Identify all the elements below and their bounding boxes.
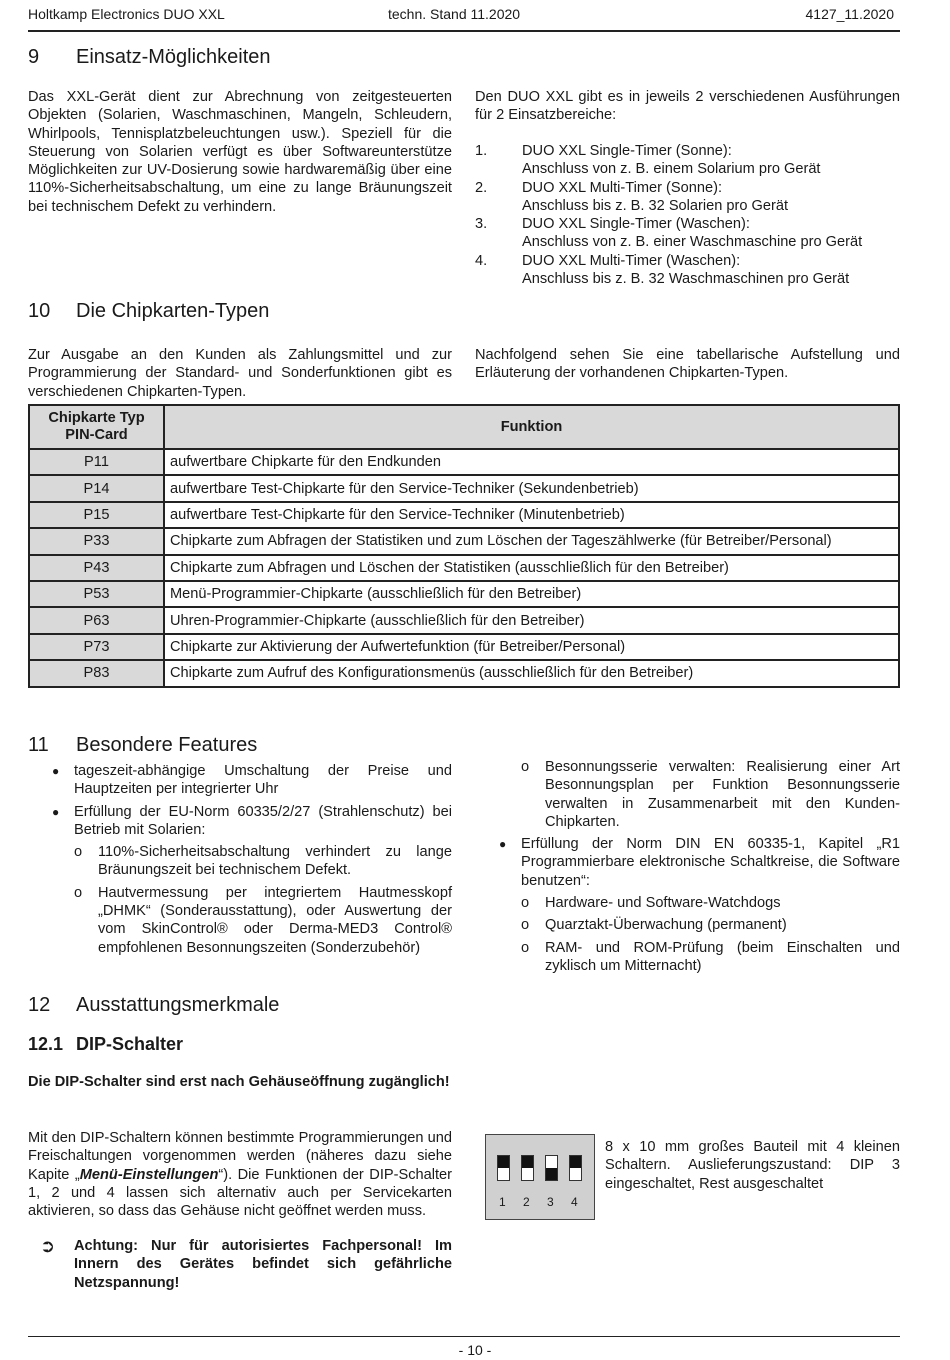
header-rule xyxy=(28,30,900,32)
table-row xyxy=(29,555,899,581)
card-code: P15 xyxy=(29,502,164,528)
section-10-heading: 10 Die Chipkarten-Typen xyxy=(28,300,270,322)
card-code: P73 xyxy=(29,634,164,660)
table-row xyxy=(29,502,899,528)
header-center: techn. Stand 11.2020 xyxy=(388,6,521,22)
table-row xyxy=(29,660,899,686)
card-function: aufwertbare Test-Chipkarte für den Service-Techniker (Sekundenbetrieb) xyxy=(164,475,899,501)
card-code: P43 xyxy=(29,555,164,581)
table-header-row xyxy=(29,405,899,449)
table-row xyxy=(29,528,899,554)
header-left: Holtkamp Electronics DUO XXL xyxy=(28,6,225,22)
dip-description: Mit den DIP-Schaltern können bestimmte Programmierungen und Freischaltungen vorgenommen werden (näheres dazu siehe Kapite „Menü-Einstellungen“). Die Funktionen der DIP-Schalter 1, 2 und 4 lassen sich alternativ auch per Servicekarten aktivieren, so dass das Gehäuse nicht geöffnet werden muss. xyxy=(28,1130,453,1220)
list-item: 4. DUO XXL Multi-Timer (Waschen): Anschluss bis z. B. 32 Waschmaschinen pro Gerät xyxy=(475,252,850,288)
card-function: Uhren-Programmier-Chipkarte (ausschließlich für den Betreiber) xyxy=(164,607,899,633)
card-function: Chipkarte zum Abfragen und Löschen der Statistiken (ausschließlich für den Betreiber) xyxy=(164,555,899,581)
list-item: 3. DUO XXL Single-Timer (Waschen): Anschluss von z. B. einer Waschmaschine pro Gerät xyxy=(475,216,863,251)
card-function: aufwertbare Chipkarte für den Endkunden xyxy=(164,449,899,475)
card-code: P14 xyxy=(29,475,164,501)
card-code: P63 xyxy=(29,607,164,633)
section-9-right-intro: Den DUO XXL gibt es in jeweils 2 verschiedenen Ausführungen für 2 Einsatzbereiche: xyxy=(475,89,900,124)
section-10-left-text: Zur Ausgabe an den Kunden als Zahlungsmittel und zur Programmierung der Standard- und Sonderfunktionen gibt es verschiedenen Chipkarten-Typen. xyxy=(28,347,452,400)
features-list-right xyxy=(475,758,900,979)
list-item: o 110%-Sicherheitsabschaltung verhindert zu lange Bräunungszeit bei technischem Defekt. xyxy=(74,844,452,879)
table-row xyxy=(29,475,899,501)
dip-switch-3 xyxy=(545,1155,558,1181)
table-row xyxy=(29,581,899,607)
card-code: P83 xyxy=(29,660,164,686)
dip-label: 4 xyxy=(571,1195,578,1209)
dip-label: 3 xyxy=(547,1195,554,1209)
features-list-left xyxy=(28,762,452,961)
dip-switch-4 xyxy=(569,1155,582,1181)
list-item: ● Erfüllung der EU-Norm 60335/2/27 (Strahlenschutz) bei Betrieb mit Solarien: xyxy=(52,803,452,838)
card-function: Chipkarte zum Aufruf des Konfigurationsmenüs (ausschließlich für den Betreiber) xyxy=(164,660,899,686)
dip-label: 1 xyxy=(499,1195,506,1209)
access-note: Die DIP-Schalter sind erst nach Gehäuseöffnung zugänglich! xyxy=(28,1074,450,1090)
section-11-heading: 11 Besondere Features xyxy=(28,734,258,756)
col-header-card-type: Chipkarte Typ PIN-Card xyxy=(29,405,164,449)
section-9-heading: 9 Einsatz-Möglichkeiten xyxy=(28,46,271,68)
dip-caption: 8 x 10 mm großes Bauteil mit 4 kleinen Schaltern. Auslieferungszustand: DIP 3 eingeschaltet, Rest ausgeschaltet xyxy=(605,1139,900,1192)
card-function: Chipkarte zur Aktivierung der Aufwertefunktion (für Betreiber/Personal) xyxy=(164,634,899,660)
section-9-left-text: Das XXL-Gerät dient zur Abrechnung von zeitgesteuerten Objekten (Solarien, Waschmaschinen, Mangeln, Schleudern, Whirlpools, Tennisplatzbeleuchtungen usw.). Speziell für die Steuerung von Solarien verfügt es über Softwareunterstütze Möglichkeiten zur UV-Dosierung sowie hardwaremäßig über eine 110%-Sicherheitsabschaltung, um eine zu lange Bräunungszeit bei technischem Defekt zu verhindern. xyxy=(28,89,452,215)
section-10-right-text: Nachfolgend sehen Sie eine tabellarische Aufstellung und Erläuterung der vorhandenen Chipkarten-Typen. xyxy=(475,347,900,382)
card-function: Chipkarte zum Abfragen der Statistiken und zum Löschen der Tageszählwerke (für Betreiber/Personal) xyxy=(164,528,899,554)
dip-switch-1 xyxy=(497,1155,510,1181)
list-item: 1. DUO XXL Single-Timer (Sonne): Anschluss von z. B. einem Solarium pro Gerät xyxy=(475,143,821,178)
dip-switch-figure xyxy=(485,1134,595,1220)
dip-switch-2 xyxy=(521,1155,534,1181)
list-item: o RAM- und ROM-Prüfung (beim Einschalten und zyklisch um Mitternacht) xyxy=(521,939,900,974)
list-item: o Hardware- und Software-Watchdogs xyxy=(521,895,781,912)
variants-list xyxy=(475,142,900,288)
list-item: o Hautvermessung per integriertem Hautmesskopf „DHMK“ (Sonderausstattung), oder Auswertung der vom SkinControl® oder Derma-MED3 Control® empfohlenen Besonnungszeiten (Sonderzubehör) xyxy=(74,884,452,956)
section-12-1-heading: 12.1 DIP-Schalter xyxy=(28,1034,184,1054)
chipcard-table xyxy=(28,404,900,688)
arrow-right-icon: ➲ xyxy=(40,1236,56,1256)
page-number: - 10 - xyxy=(458,1342,492,1358)
list-item: ● Erfüllung der Norm DIN EN 60335-1, Kapitel „R1 Programmierbare elektronische Schaltkreise, die Software benutzen“: xyxy=(499,836,900,889)
dip-label: 2 xyxy=(523,1195,530,1209)
warning-note: Achtung: Nur für autorisiertes Fachpersonal! Im Innern des Gerätes befindet sich gefährliche Netzspannung! xyxy=(74,1238,452,1291)
table-row xyxy=(29,449,899,475)
list-item: 2. DUO XXL Multi-Timer (Sonne): Anschluss bis z. B. 32 Solarien pro Gerät xyxy=(475,179,789,214)
list-item: ● tageszeit-abhängige Umschaltung der Preise und Hauptzeiten per integrierter Uhr xyxy=(52,763,452,798)
section-12-heading: 12 Ausstattungsmerkmale xyxy=(28,994,280,1016)
col-header-function: Funktion xyxy=(164,405,899,449)
card-function: Menü-Programmier-Chipkarte (ausschließlich für den Betreiber) xyxy=(164,581,899,607)
card-code: P11 xyxy=(29,449,164,475)
card-code: P33 xyxy=(29,528,164,554)
table-row xyxy=(29,634,899,660)
footer-rule xyxy=(28,1336,900,1337)
list-item: o Quarztakt-Überwachung (permanent) xyxy=(521,917,787,934)
list-item: o Besonnungsserie verwalten: Realisierung einer Art Besonnungsplan per Funktion Besonnungsserie verwalten in Zusammenarbeit mit den Kunden-Chipkarten. xyxy=(521,759,900,830)
card-function: aufwertbare Test-Chipkarte für den Service-Techniker (Minutenbetrieb) xyxy=(164,502,899,528)
table-row xyxy=(29,607,899,633)
header-right: 4127_11.2020 xyxy=(805,6,894,22)
card-code: P53 xyxy=(29,581,164,607)
